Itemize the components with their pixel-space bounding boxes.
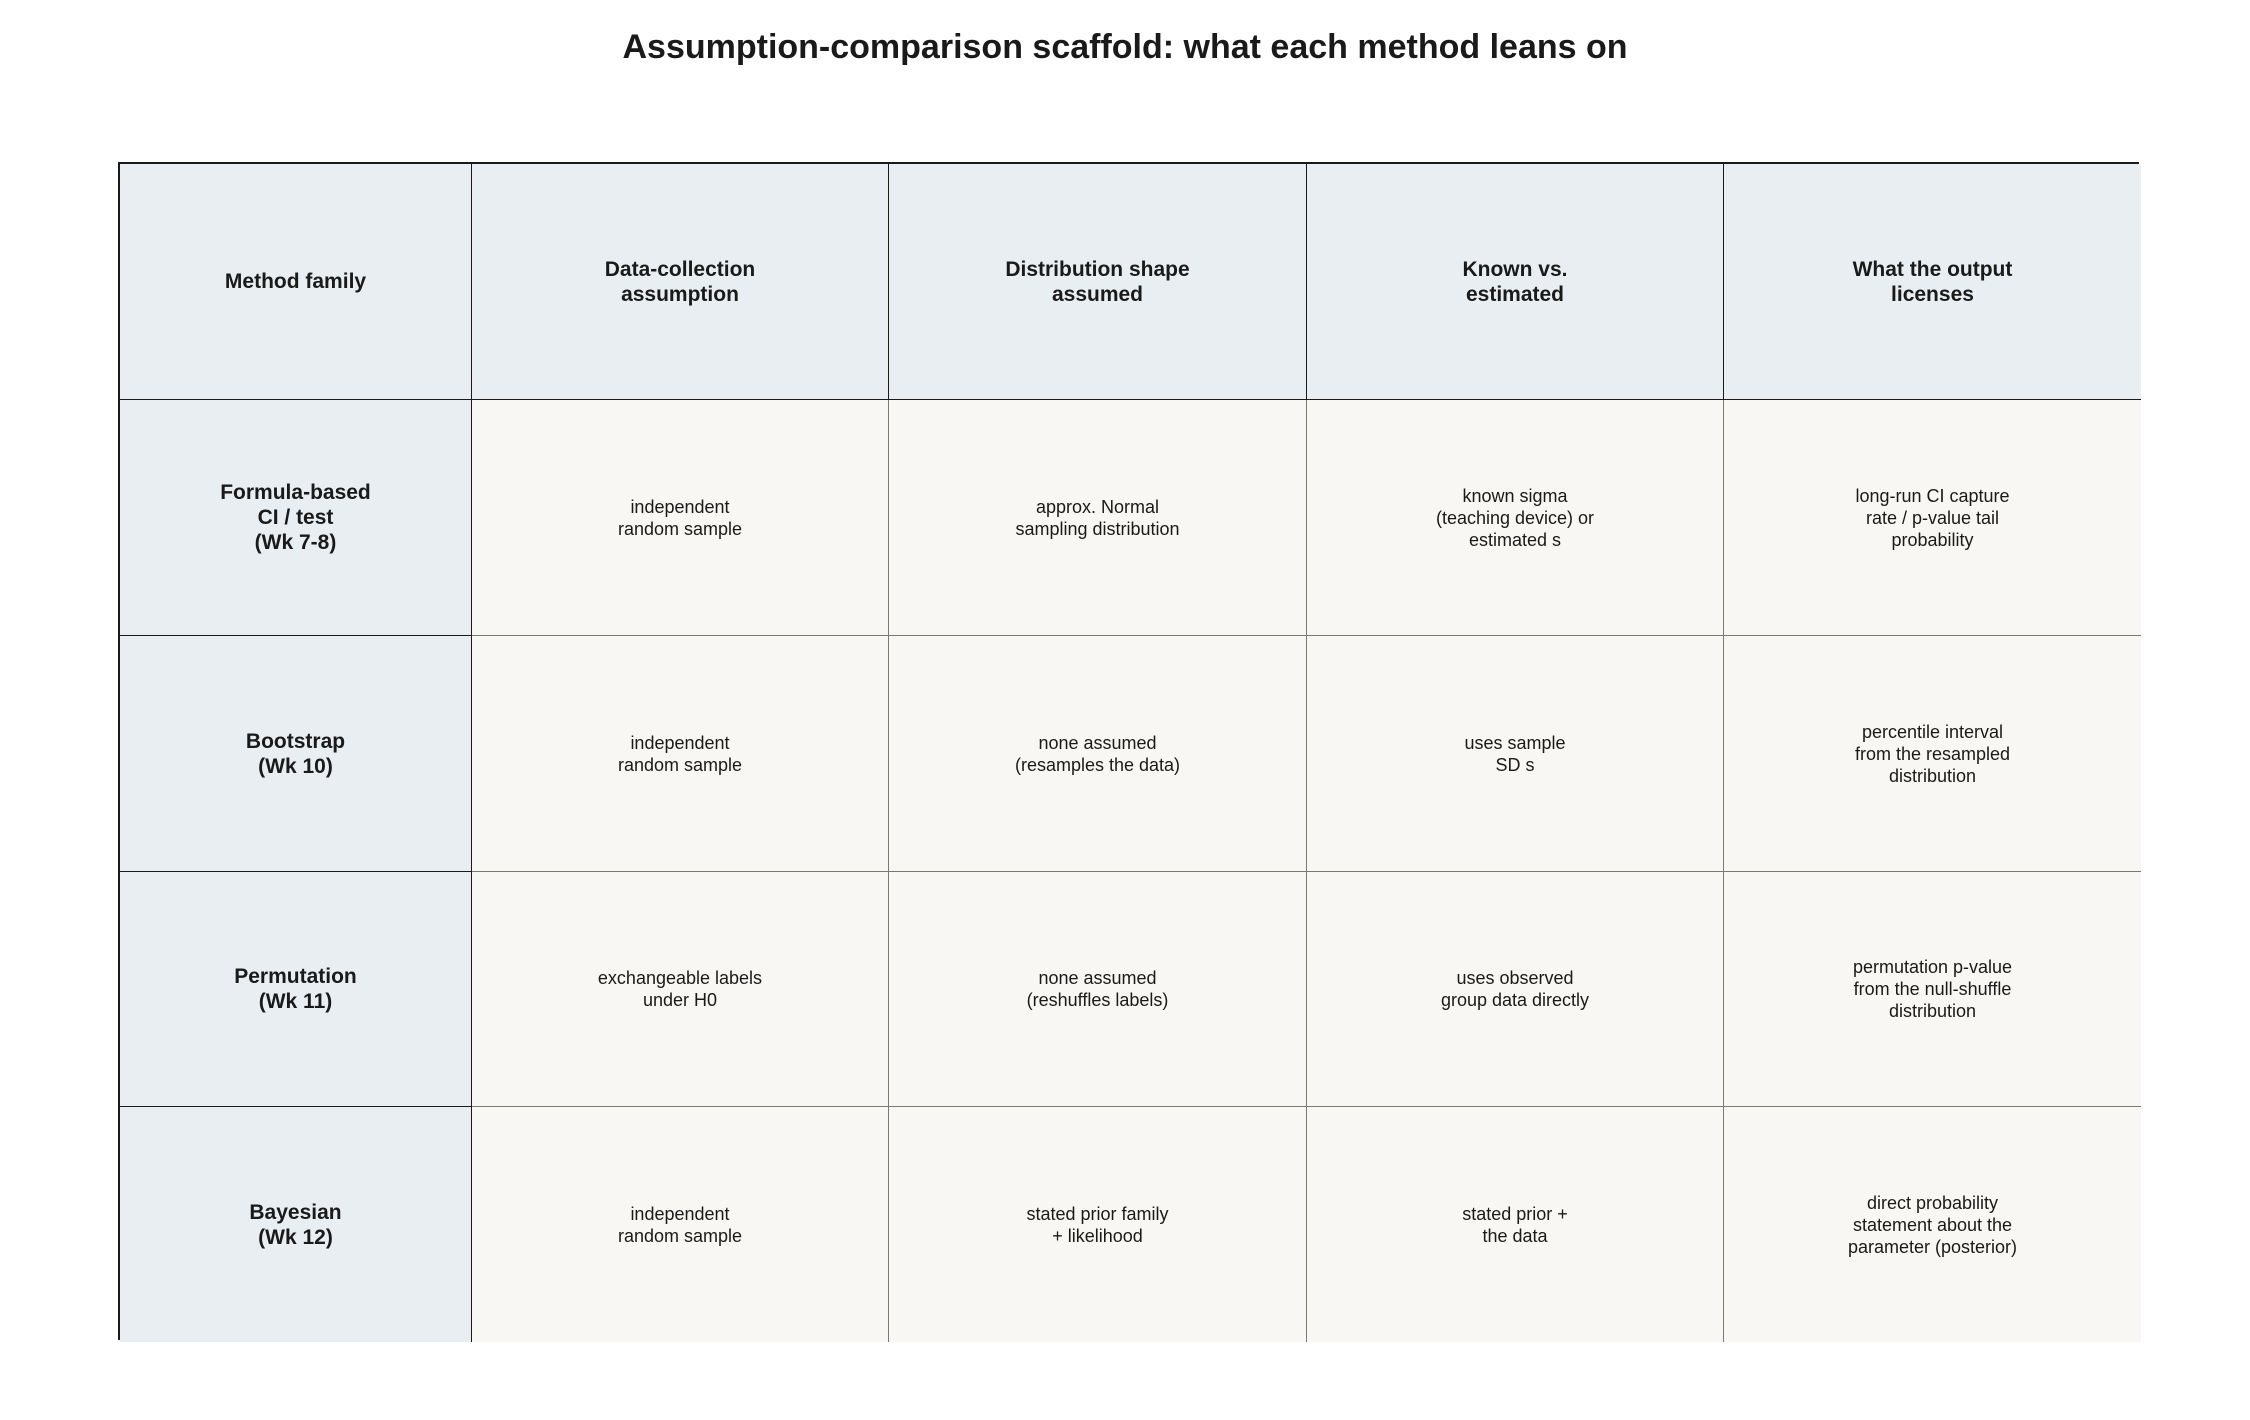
table-cell: uses observed group data directly xyxy=(1307,872,1724,1107)
header-known-vs-estimated: Known vs. estimated xyxy=(1307,164,1724,400)
table-cell: independent random sample xyxy=(472,1107,889,1342)
header-method-family: Method family xyxy=(120,164,472,400)
table-cell: known sigma (teaching device) or estimated s xyxy=(1307,400,1724,636)
table-cell: percentile interval from the resampled distribution xyxy=(1724,636,2141,872)
row-header-bayesian: Bayesian (Wk 12) xyxy=(120,1107,472,1342)
row-header-formula-based: Formula-based CI / test (Wk 7-8) xyxy=(120,400,472,636)
table-cell: stated prior + the data xyxy=(1307,1107,1724,1342)
table-cell: approx. Normal sampling distribution xyxy=(889,400,1307,636)
table-cell: exchangeable labels under H0 xyxy=(472,872,889,1107)
table-cell: uses sample SD s xyxy=(1307,636,1724,872)
row-header-bootstrap: Bootstrap (Wk 10) xyxy=(120,636,472,872)
table-cell: direct probability statement about the parameter (posterior) xyxy=(1724,1107,2141,1342)
table-cell: long-run CI capture rate / p-value tail probability xyxy=(1724,400,2141,636)
header-distribution-shape: Distribution shape assumed xyxy=(889,164,1307,400)
assumption-table xyxy=(118,162,2139,1340)
header-data-collection: Data-collection assumption xyxy=(472,164,889,400)
table-cell: independent random sample xyxy=(472,636,889,872)
row-header-permutation: Permutation (Wk 11) xyxy=(120,872,472,1107)
table-cell: permutation p-value from the null-shuffle distribution xyxy=(1724,872,2141,1107)
table-cell: none assumed (resamples the data) xyxy=(889,636,1307,872)
header-output-licenses: What the output licenses xyxy=(1724,164,2141,400)
table-cell: independent random sample xyxy=(472,400,889,636)
table-cell: stated prior family + likelihood xyxy=(889,1107,1307,1342)
page-title: Assumption-comparison scaffold: what each method leans on xyxy=(622,28,1628,66)
table-cell: none assumed (reshuffles labels) xyxy=(889,872,1307,1107)
